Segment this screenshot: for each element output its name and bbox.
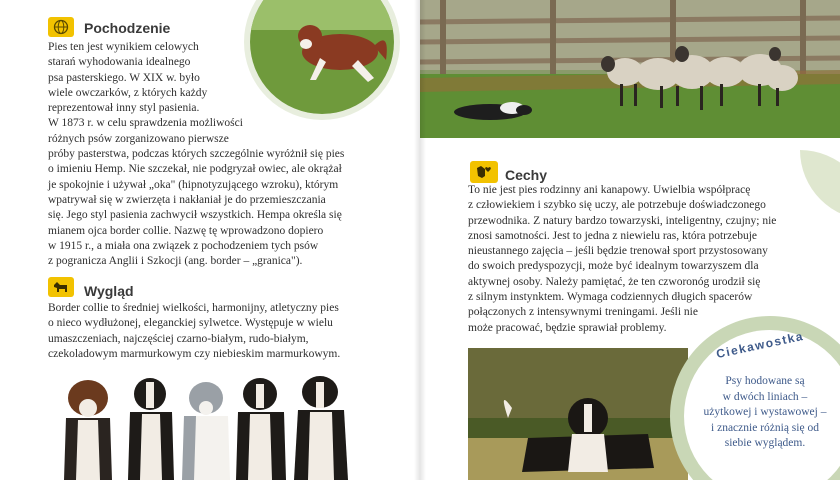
wyglad-line: czekoladowym marmurkowym czy niebieskim marmurkowym. — [48, 347, 341, 360]
wyglad-heading: Wygląd — [84, 283, 134, 299]
cechy-line: nieustannego zajęcia – jeśli będzie trenował sport przystosowany — [468, 245, 768, 258]
sheep-herding-photo — [420, 0, 840, 138]
wyglad-icon — [48, 277, 74, 297]
pochodzenie-line: w 1915 r., a miała ona związek z pochodzeniem tych psów — [48, 239, 319, 252]
pochodzenie-line: starań wyhodowania idealnego — [48, 56, 191, 69]
ciekawostka-line: użytkowej i wystawowej – — [703, 406, 827, 418]
pochodzenie-line: wiele owczarków, z których każdy — [48, 86, 208, 99]
pochodzenie-icon — [48, 17, 74, 37]
wyglad-line: Border collie to średniej wielkości, harmonijny, atletyczny pies — [48, 302, 339, 314]
cechy-line: z człowiekiem i szybko się uczy, ale potrzebuje doświadczonego — [468, 199, 766, 212]
pochodzenie-line: się. Jego styl pasienia zachwycił wszystkich. Hempa określa się — [48, 209, 342, 222]
wyglad-line: o nieco wydłużonej, eleganckiej sylwetce. Występuje w wielu — [48, 317, 333, 330]
pochodzenie-line: próby pasterstwa, podczas których szczególnie wyróżnił się pies — [48, 148, 345, 161]
pochodzenie-line: wpatrywał się w zwierzęta i nakłaniał je do przemieszczania — [48, 193, 326, 206]
pochodzenie-line: z pogranicza Anglii i Szkocji (ang. border – „granica"). — [48, 255, 303, 268]
cechy-line: może pracować, będzie sprawiał problemy. — [468, 321, 667, 334]
wyglad-text — [48, 301, 340, 362]
cechy-line: z silnym instynktem. Wymaga codziennych długich spacerów — [468, 291, 753, 304]
globe-icon — [53, 19, 69, 35]
book-gutter — [414, 0, 426, 480]
pochodzenie-line: reprezentował inny styl pasienia. — [48, 102, 200, 115]
border-collie-lying-photo — [468, 348, 688, 480]
pochodzenie-line: psa pasterskiego. W XIX w. było — [48, 71, 200, 84]
wyglad-line: umaszczeniach, najczęściej czarno-białym, rudo-białym, — [48, 332, 309, 345]
cechy-line: To nie jest pies rodzinny ani kanapowy. Uwielbia współpracę — [468, 184, 751, 196]
cechy-line: aktywnej osoby. Należy pamiętać, że ten czworonóg urodził się — [468, 275, 761, 288]
pochodzenie-heading: Pochodzenie — [84, 20, 171, 36]
dog-heart-icon — [474, 164, 494, 180]
ciekawostka-line: siebie wyglądem. — [724, 437, 806, 449]
pochodzenie-line: je spokojnie i używał „oka" (hipnotyzującego wzroku), którym — [48, 178, 339, 191]
ciekawostka-line: i znacznie różnią się od — [711, 421, 819, 434]
ciekawostka-line: Psy hodowane są — [725, 375, 805, 387]
pochodzenie-line: mianem ojca border collie. Nazwę tę wprowadzono dopiero — [48, 224, 324, 237]
pochodzenie-line: W 1873 r. w celu sprawdzenia możliwości — [48, 117, 243, 130]
pochodzenie-line: o imieniu Hemp. Nie szczekał, nie podgryzał owiec, ale okrążał — [48, 163, 342, 176]
pochodzenie-text — [48, 40, 344, 269]
ciekawostka-line: w dwóch liniach – — [722, 390, 808, 403]
cechy-heading: Cechy — [505, 167, 548, 183]
ciekawostka-text — [700, 374, 830, 452]
pochodzenie-line: Pies ten jest wynikiem celowych — [48, 41, 199, 53]
five-border-collies-photo — [48, 368, 360, 480]
cechy-text — [468, 183, 776, 336]
cechy-line: do swoich predyspozycji, może być idealnym towarzyszem dla — [468, 260, 759, 273]
cechy-line: przewodnika. Z natury bardzo towarzyski, inteligentny, czujny; nie — [468, 214, 777, 227]
ciekawostka-title: Ciekawostka — [714, 328, 806, 362]
dog-icon — [52, 279, 70, 295]
cechy-icon — [470, 161, 498, 183]
cechy-line: połączonych z intensywnymi treningami. Jeśli nie — [468, 306, 698, 319]
cechy-line: znosi samotności. Jest to jedna z niewielu ras, która potrzebuje — [468, 229, 758, 242]
pochodzenie-line: różnych psów zorganizowano pierwsze — [48, 132, 229, 145]
